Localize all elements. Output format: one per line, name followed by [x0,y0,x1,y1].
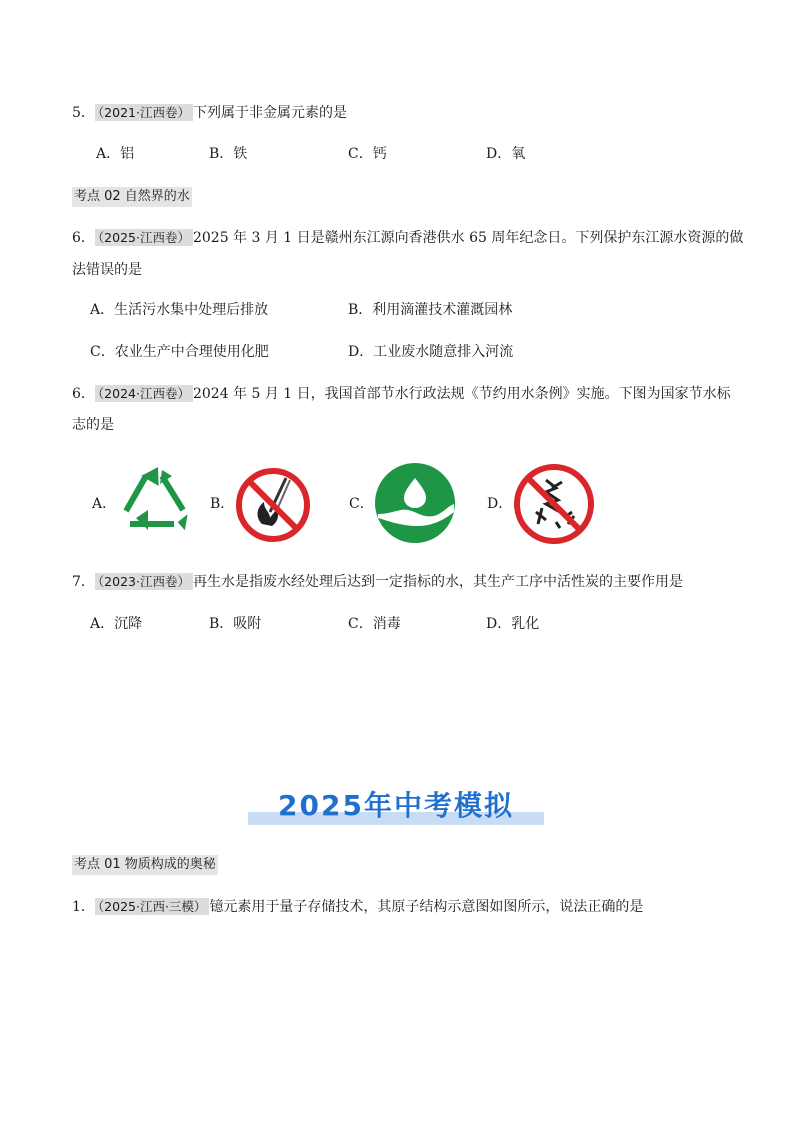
question-6-2024 [72,384,731,404]
option-d: D．工业废水随意排入河流 [348,344,514,360]
question-stem: 2025 年 3 月 1 日是赣州东江源向香港供水 65 周年纪念日。下列保护东江源水资源的做 [192,230,744,246]
section-banner [248,788,544,826]
source-tag: （2025·江西卷） [95,229,193,246]
water-saving-icon [374,462,456,544]
option-d-label: D． [487,496,513,512]
option-b: B．吸附 [209,616,262,632]
question-number: 1． [72,899,95,915]
question-stem: 下列属于非金属元素的是 [192,105,347,121]
option-b-label: B． [210,496,235,512]
option-a: A．生活污水集中处理后排放 [90,302,269,318]
question-1 [72,897,643,917]
option-b: B．利用滴灌技术灌溉园林 [348,302,513,318]
source-tag: （2021·江西卷） [95,104,193,121]
question-6-2025 [72,228,743,248]
option-a: A．铝 [96,146,135,162]
section-title: 2025年中考模拟 [278,789,514,822]
no-fire-icon [234,466,312,544]
question-number: 6． [72,230,95,246]
option-c: C．消毒 [348,616,401,632]
knowledge-point-heading: 考点 01 物质构成的奥秘 [72,855,218,875]
option-b: B．铁 [209,146,248,162]
source-tag: （2023·江西卷） [95,573,193,590]
question-number: 7． [72,574,95,590]
option-a-label: A． [92,496,117,512]
option-c: C．钙 [348,146,387,162]
knowledge-point-heading: 考点 02 自然界的水 [72,187,192,207]
option-a: A．沉降 [90,616,143,632]
question-7 [72,572,683,592]
question-number: 6． [72,386,95,402]
option-c: C．农业生产中合理使用化肥 [90,344,269,360]
question-5 [72,103,347,123]
no-logging-icon [512,462,596,546]
option-d: D．氧 [486,146,526,162]
question-stem-continued: 法错误的是 [72,262,142,278]
question-stem: 镱元素用于量子存储技术，其原子结构示意图如图所示，说法正确的是 [209,899,644,915]
question-stem: 2024 年 5 月 1 日，我国首部节水行政法规《节约用水条例》实施。下图为国家节水标 [192,386,731,402]
recycle-icon [116,466,192,536]
option-c-label: C． [349,496,374,512]
option-d: D．乳化 [486,616,540,632]
question-stem-continued: 志的是 [72,417,114,433]
question-stem: 再生水是指废水经处理后达到一定指标的水，其生产工序中活性炭的主要作用是 [192,574,683,590]
source-tag: （2024·江西卷） [95,385,193,402]
source-tag: （2025·江西·三模） [95,898,210,915]
question-number: 5． [72,105,95,121]
